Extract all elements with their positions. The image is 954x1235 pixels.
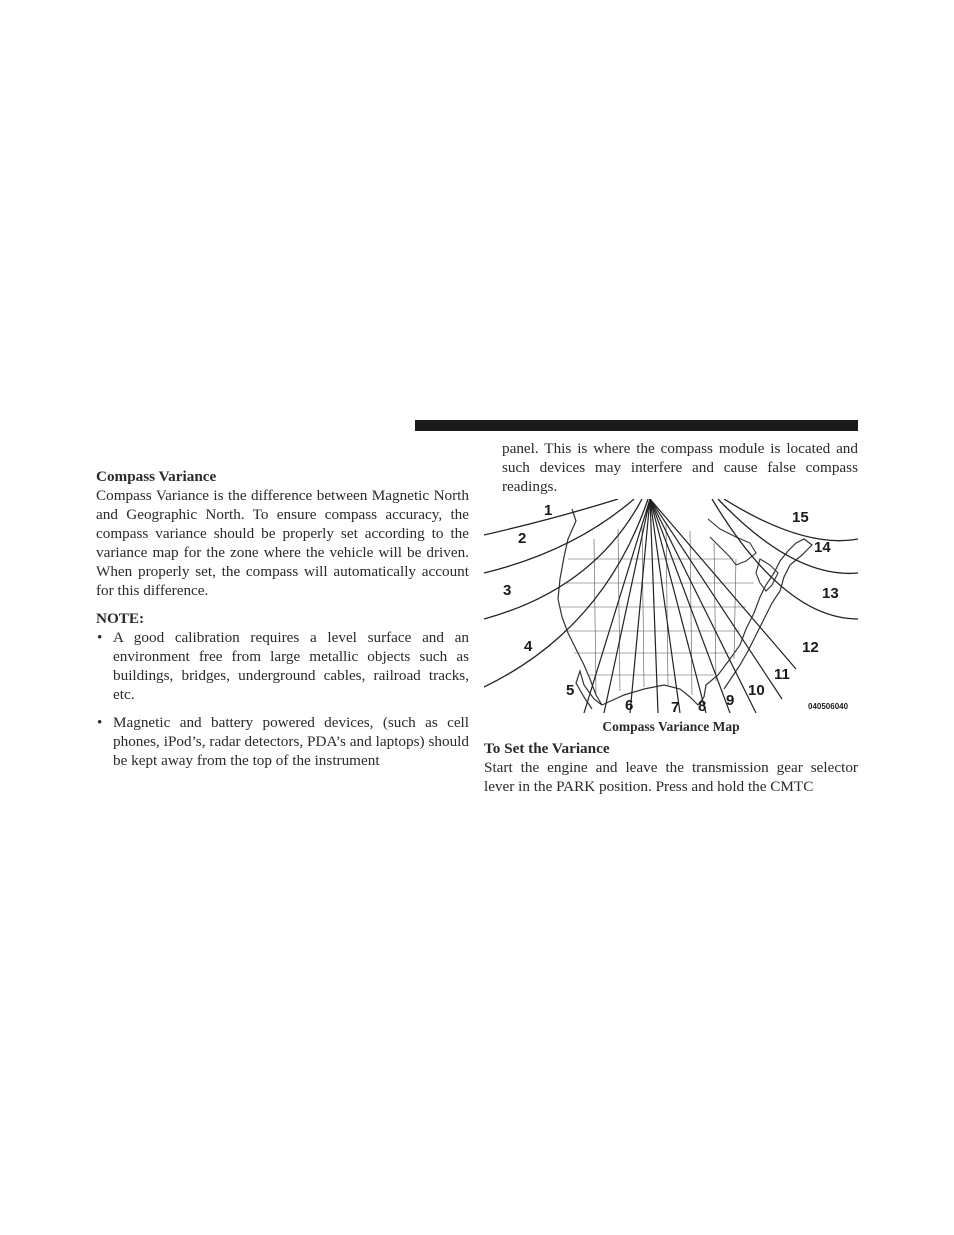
zone-label: 2 [518, 530, 527, 547]
zone-label: 15 [792, 509, 809, 526]
note-text: A good calibration requires a level surface and an environment free from large metallic objects such as buildings, bridges, underground cables, railroad tracks, etc. [113, 629, 469, 703]
compass-variance-map [484, 499, 858, 713]
zone-label: 4 [524, 638, 533, 655]
note-list [96, 628, 469, 770]
note-text: Magnetic and battery powered devices, (such as cell phones, iPod’s, radar detectors, PDA’s and laptops) should be kept away from the top of the instrument [113, 714, 469, 769]
zone-label: 8 [698, 698, 707, 713]
left-column [96, 467, 469, 779]
zone-label: 5 [566, 682, 575, 699]
map-code: 040506040 [808, 702, 849, 711]
set-variance-paragraph: Start the engine and leave the transmission gear selector lever in the PARK position. Press and hold the CMTC [484, 759, 858, 795]
zone-label: 13 [822, 585, 839, 602]
right-column-bottom [484, 739, 858, 796]
zone-label: 7 [671, 699, 680, 713]
note-label: NOTE: [96, 610, 145, 627]
zone-label: 10 [748, 682, 765, 699]
zone-label: 1 [544, 502, 553, 519]
right-column-top [484, 439, 858, 496]
note-item [96, 713, 469, 770]
zone-label: 11 [774, 666, 790, 683]
section-heading: Compass Variance [96, 468, 217, 485]
note-item [96, 628, 469, 704]
bullet-icon: • [97, 629, 103, 646]
header-rule [415, 420, 858, 431]
map-caption: Compass Variance Map [602, 719, 740, 734]
zone-label: 14 [814, 539, 831, 556]
zone-label: 9 [726, 692, 735, 709]
zone-label: 3 [503, 582, 512, 599]
bullet-icon: • [97, 714, 103, 731]
zone-label: 12 [802, 639, 819, 656]
variance-paragraph: Compass Variance is the difference between Magnetic North and Geographic North. To ensure compass accuracy, the compass variance should be properly set according to the variance map for the zone where the vehicle will be driven. When properly set, the compass will automatically account for this difference. [96, 487, 469, 599]
zone-label: 6 [625, 697, 634, 713]
continuation-text: panel. This is where the compass module is located and such devices may interfere and cause false compass readings. [502, 440, 858, 495]
subheading: To Set the Variance [484, 740, 610, 757]
